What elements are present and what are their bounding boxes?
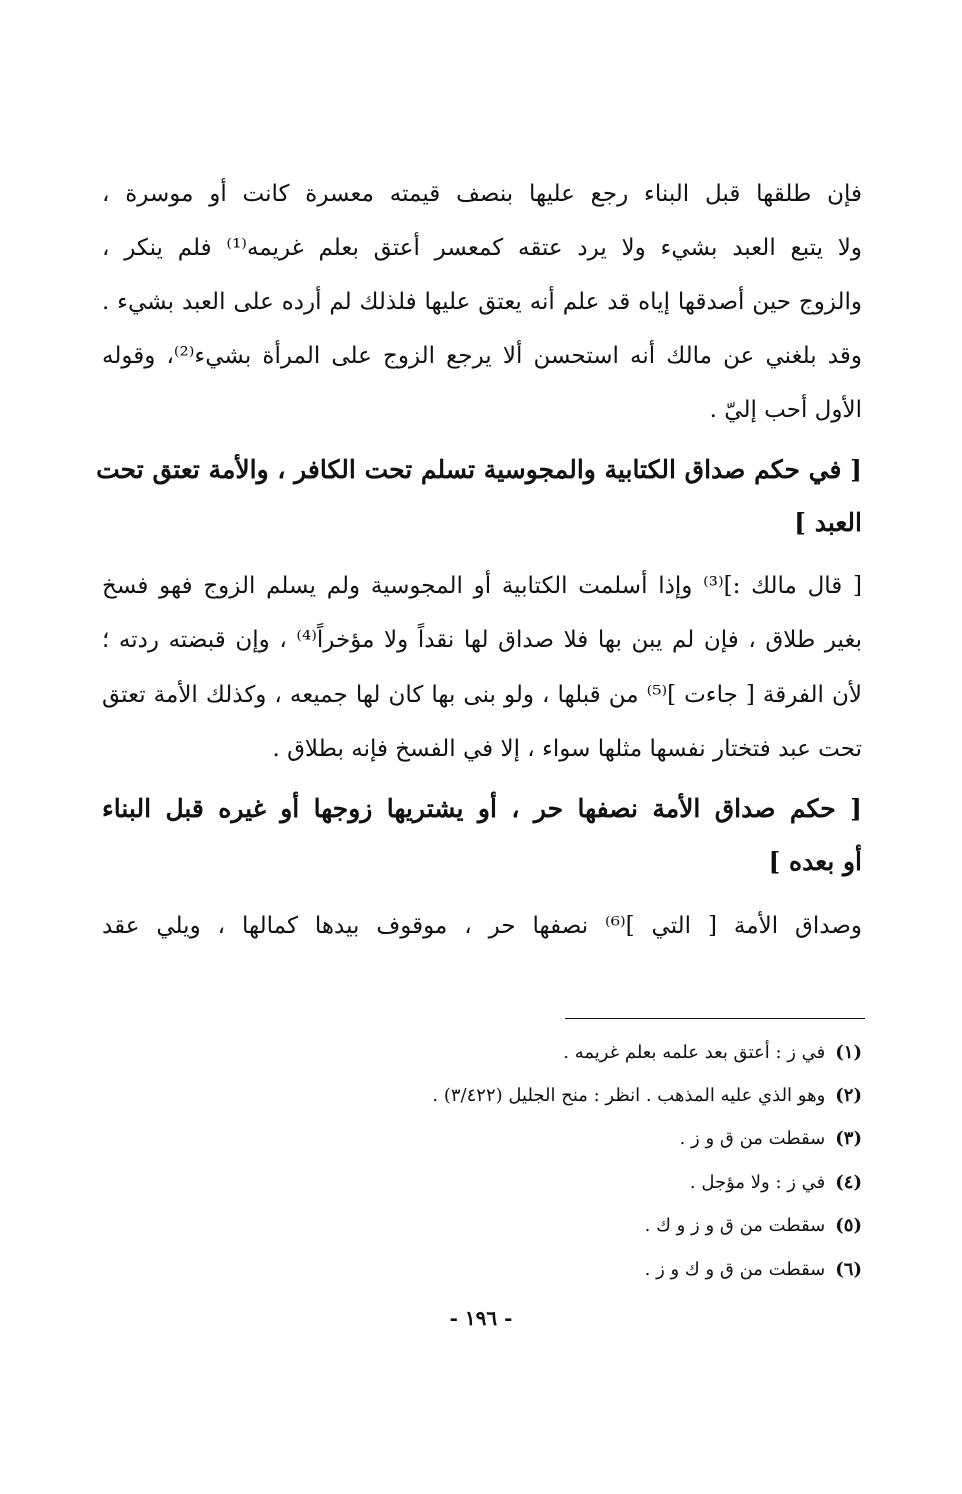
section-heading-2-line-1: [ حكم صداق الأمة نصفها حر ، أو يشتريها زوجها أو غيره قبل البناء <box>102 794 862 823</box>
footnote-number: (١) <box>835 1042 862 1063</box>
footnote-text: في ز : ولا مؤجل . <box>689 1172 826 1193</box>
footnote-number: (٦) <box>835 1259 862 1280</box>
footnote-2 <box>432 1083 862 1109</box>
page-number: - ١٩٦ - <box>449 1306 513 1330</box>
footnote-3 <box>680 1126 862 1152</box>
footnote-text: وهو الذي عليه المذهب . انظر : منح الجليل (٣/٤٢٢) . <box>432 1085 826 1106</box>
body-line-3: والزوج حين أصدقها إياه قد علم أنه يعتق عليها فلذلك لم أرده على العبد بشيء . <box>102 289 862 315</box>
section2-line-3: لأن الفرقة [ جاءت ]⁽⁵⁾ من قبلها ، ولو بنى بها كان لها جميعه ، وكذلك الأمة تعتق <box>102 682 862 708</box>
body-line-2: ولا يتبع العبد بشيء ولا يرد عتقه كمعسر أعتق بعلم غريمه⁽¹⁾ فلم ينكر ، <box>102 235 863 261</box>
body-line-4: وقد بلغني عن مالك أنه استحسن ألا يرجع الزوج على المرأة بشيء⁽²⁾، وقوله <box>102 343 862 369</box>
section-heading-2-line-2: أو بعده ] <box>768 847 862 876</box>
section-heading-1-line-1: [ في حكم صداق الكتابية والمجوسية تسلم تحت الكافر ، والأمة تعتق تحت <box>96 455 862 484</box>
section2-line-4: تحت عبد فتختار نفسها مثلها سواء ، إلا في الفسخ فإنه بطلاق . <box>272 736 862 762</box>
section2-line-2: بغير طلاق ، فإن لم يبن بها فلا صداق لها نقداً ولا مؤخراً⁽⁴⁾ ، وإن قبضته ردته ؛ <box>102 627 862 653</box>
footnote-number: (٥) <box>835 1215 862 1236</box>
footnote-text: في ز : أعتق بعد علمه بعلم غريمه . <box>563 1042 826 1063</box>
body-line-1: فإن طلقها قبل البناء رجع عليها بنصف قيمته معسرة كانت أو موسرة ، <box>102 181 862 207</box>
body-line-5: الأول أحب إليّ . <box>709 397 862 423</box>
footnote-number: (٤) <box>835 1172 862 1193</box>
footnote-6 <box>645 1257 862 1283</box>
section-heading-1-line-2: العبد ] <box>794 508 862 537</box>
section2-line-1: [ قال مالك :]⁽³⁾ وإذا أسلمت الكتابية أو المجوسية ولم يسلم الزوج فهو فسخ <box>102 573 863 599</box>
footnote-5 <box>645 1213 862 1239</box>
footnote-number: (٣) <box>835 1128 862 1149</box>
footnote-1 <box>563 1040 862 1066</box>
footnote-text: سقطت من ق و ك و ز . <box>644 1259 826 1280</box>
footnote-text: سقطت من ق و ز و ك . <box>644 1215 826 1236</box>
footnote-4 <box>690 1170 862 1196</box>
section3-line-1: وصداق الأمة [ التي ]⁽⁶⁾ نصفها حر ، موقوف بيدها كمالها ، ويلي عقد <box>102 913 862 939</box>
footnote-separator <box>565 1018 865 1019</box>
footnote-number: (٢) <box>835 1085 862 1106</box>
footnote-text: سقطت من ق و ز . <box>679 1128 826 1149</box>
